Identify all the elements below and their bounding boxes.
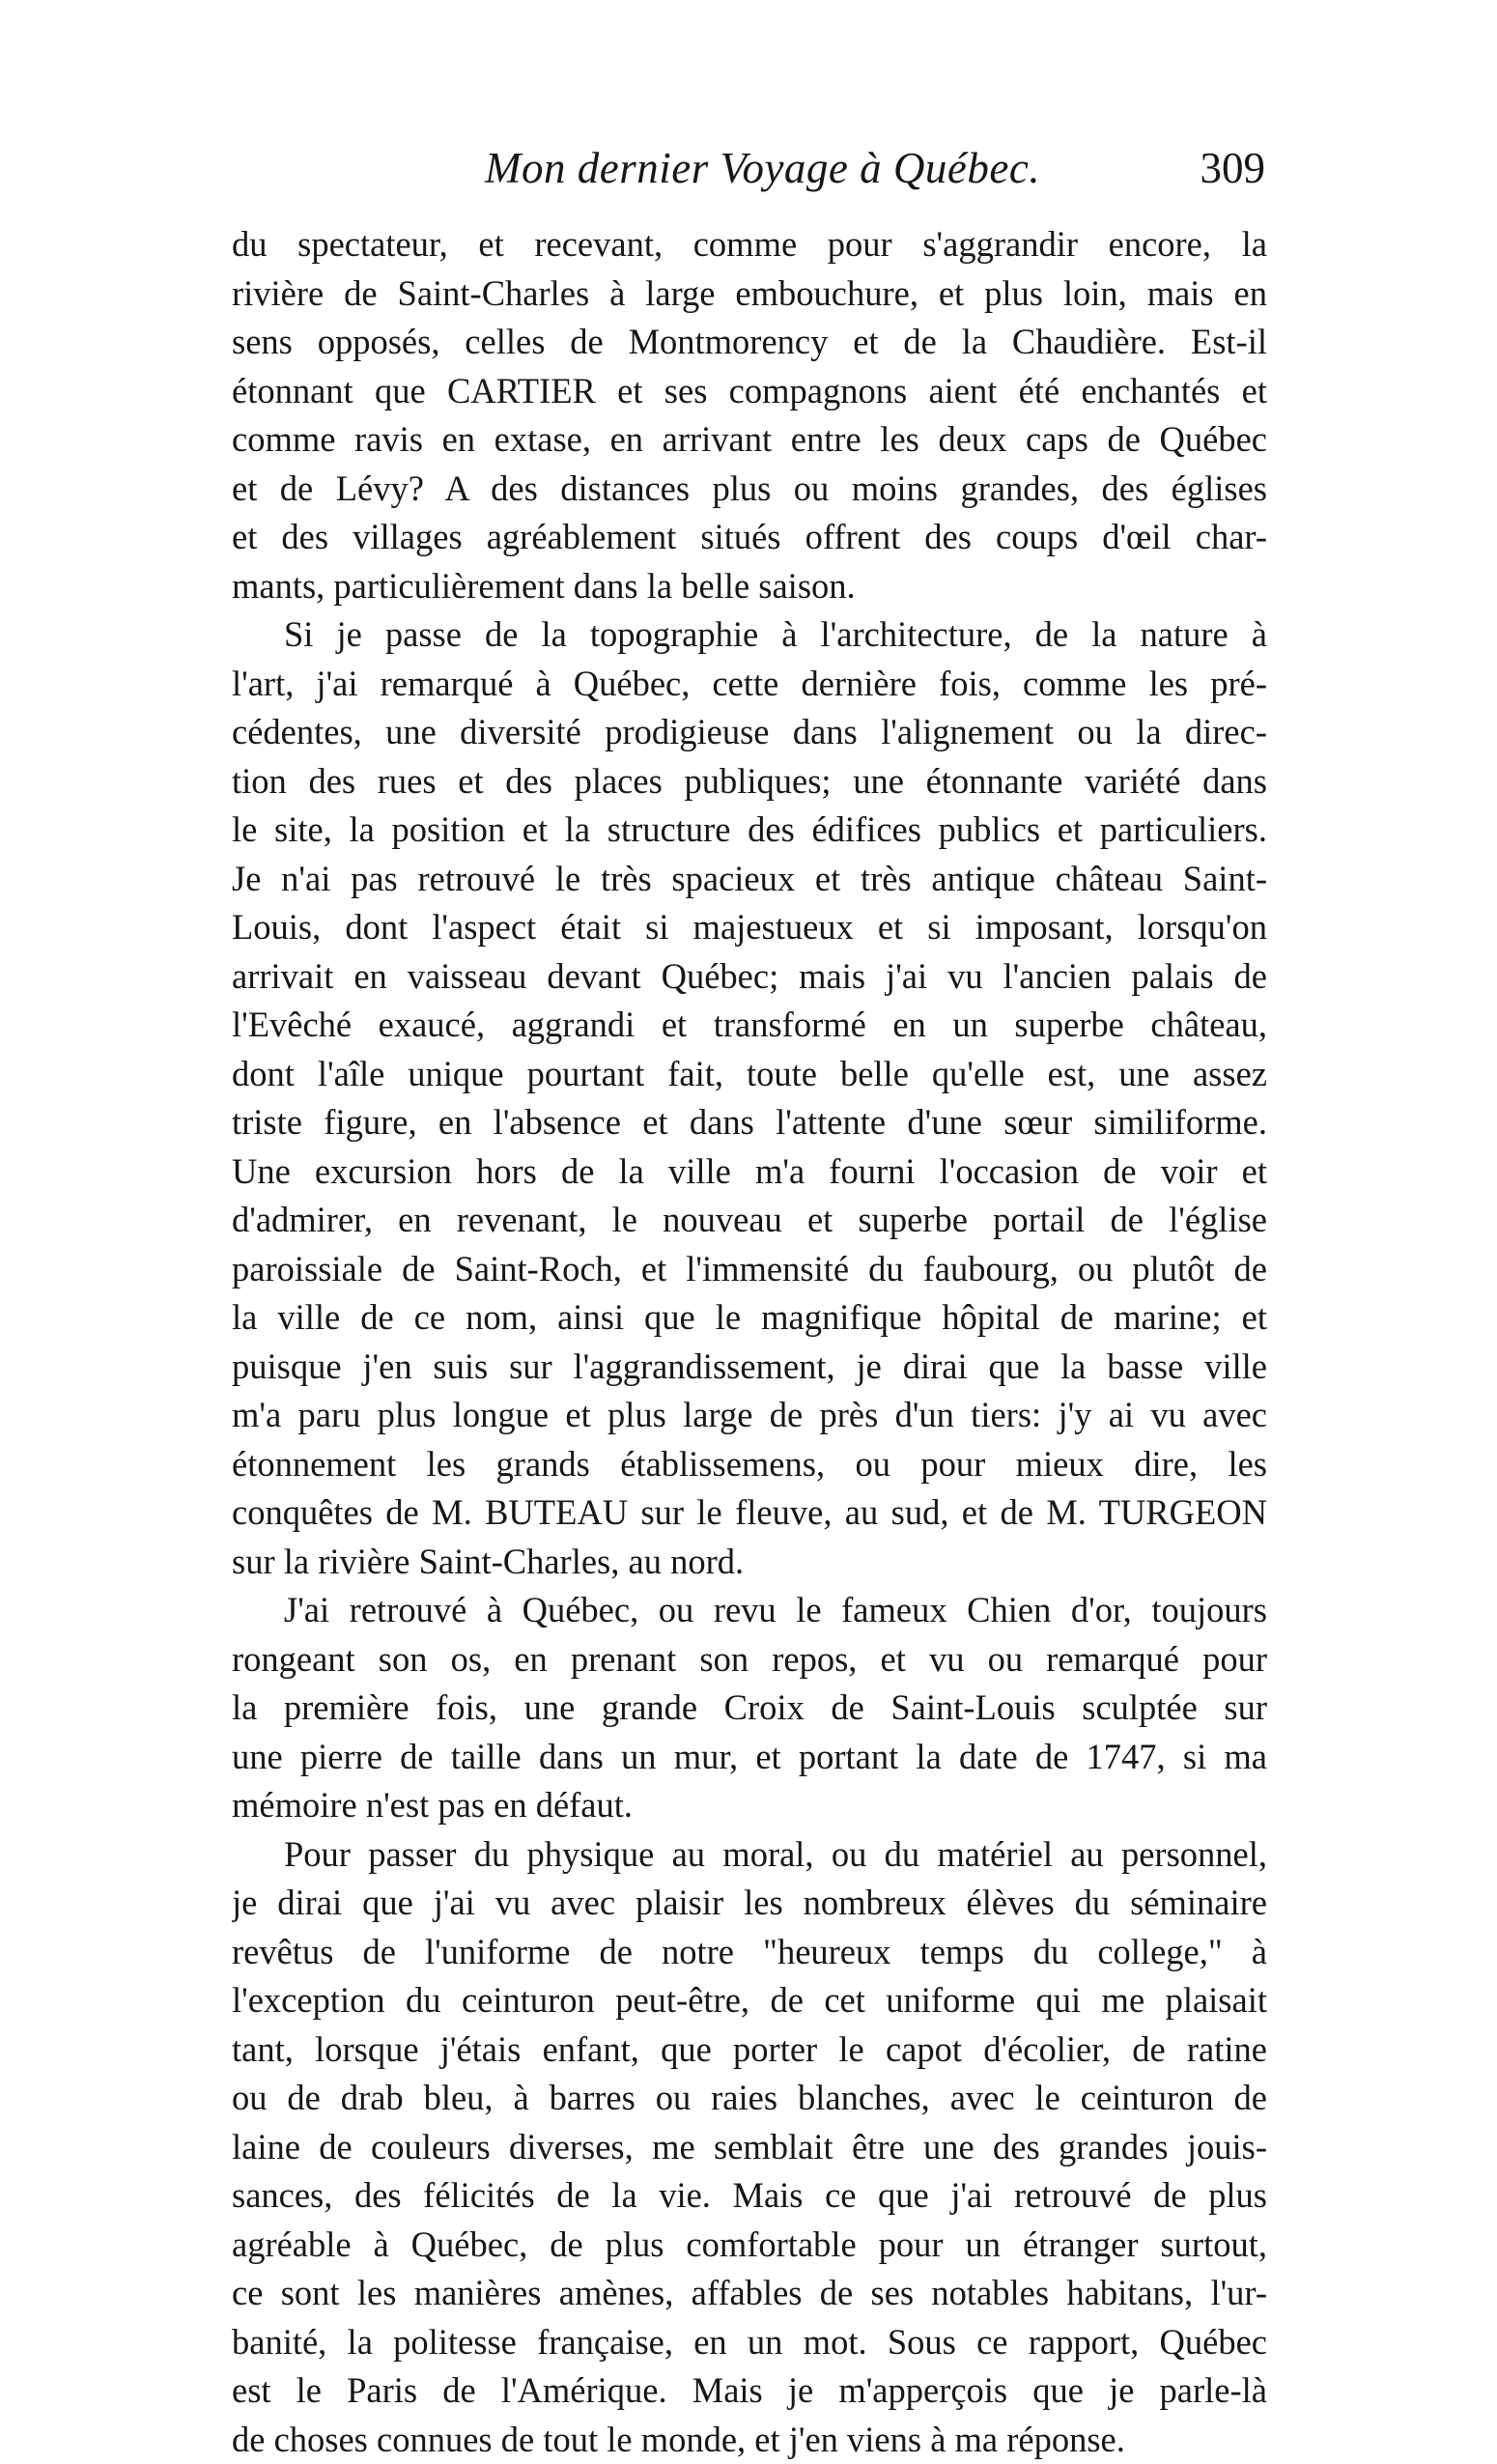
text-line: revêtus de l'uniforme de notre "heureux temps du college," à xyxy=(232,1928,1267,1977)
text-line: rivière de Saint-Charles à large embouchure, et plus loin, mais en xyxy=(232,269,1267,319)
text-line: J'ai retrouvé à Québec, ou revu le fameux Chien d'or, toujours xyxy=(232,1586,1267,1635)
text-line: de choses connues de tout le monde, et j'en viens à ma réponse. xyxy=(232,2416,1267,2464)
text-line: rongeant son os, en prenant son repos, et vu ou remarqué pour xyxy=(232,1635,1267,1685)
text-line: la ville de ce nom, ainsi que le magnifique hôpital de marine; et xyxy=(232,1293,1267,1343)
text-line: étonnant que CARTIER et ses compagnons aient été enchantés et xyxy=(232,367,1267,416)
text-line: Je n'ai pas retrouvé le très spacieux et très antique château Saint- xyxy=(232,855,1267,904)
text-line: et des villages agréablement situés offrent des coups d'œil char- xyxy=(232,513,1267,562)
text-line: m'a paru plus longue et plus large de près d'un tiers: j'y ai vu avec xyxy=(232,1391,1267,1440)
body-text xyxy=(232,220,1267,2464)
text-line: une pierre de taille dans un mur, et portant la date de 1747, si ma xyxy=(232,1733,1267,1782)
text-line: tion des rues et des places publiques; une étonnante variété dans xyxy=(232,757,1267,807)
running-title: Mon dernier Voyage à Québec. xyxy=(485,143,1040,193)
text-line: tant, lorsque j'étais enfant, que porter le capot d'écolier, de ratine xyxy=(232,2025,1267,2075)
text-line: l'exception du ceinturon peut-être, de cet uniforme qui me plaisait xyxy=(232,1976,1267,2025)
text-line: je dirai que j'ai vu avec plaisir les nombreux élèves du séminaire xyxy=(232,1879,1267,1928)
text-line: sur la rivière Saint-Charles, au nord. xyxy=(232,1538,1267,1587)
text-line: conquêtes de M. BUTEAU sur le fleuve, au sud, et de M. TURGEON xyxy=(232,1488,1267,1538)
text-line: puisque j'en suis sur l'aggrandissement, je dirai que la basse ville xyxy=(232,1343,1267,1392)
page-number: 309 xyxy=(1200,143,1266,193)
text-line: arrivait en vaisseau devant Québec; mais j'ai vu l'ancien palais de xyxy=(232,952,1267,1002)
text-line: étonnement les grands établissemens, ou pour mieux dire, les xyxy=(232,1440,1267,1489)
running-head xyxy=(232,143,1265,211)
text-line: mémoire n'est pas en défaut. xyxy=(232,1781,1267,1830)
text-line: l'Evêché exaucé, aggrandi et transformé en un superbe château, xyxy=(232,1001,1267,1050)
text-line: ce sont les manières amènes, affables de ses notables habitans, l'ur- xyxy=(232,2269,1267,2318)
text-line: sances, des félicités de la vie. Mais ce que j'ai retrouvé de plus xyxy=(232,2171,1267,2221)
text-line: banité, la politesse française, en un mot. Sous ce rapport, Québec xyxy=(232,2318,1267,2367)
text-line: sens opposés, celles de Montmorency et de la Chaudière. Est-il xyxy=(232,318,1267,367)
text-line: comme ravis en extase, en arrivant entre les deux caps de Québec xyxy=(232,415,1267,465)
text-line: paroissiale de Saint-Roch, et l'immensité du faubourg, ou plutôt de xyxy=(232,1245,1267,1294)
text-line: du spectateur, et recevant, comme pour s'aggrandir encore, la xyxy=(232,220,1267,269)
text-line: Une excursion hors de la ville m'a fourni l'occasion de voir et xyxy=(232,1147,1267,1197)
text-line: et de Lévy? A des distances plus ou moins grandes, des églises xyxy=(232,465,1267,514)
text-line: ou de drab bleu, à barres ou raies blanches, avec le ceinturon de xyxy=(232,2074,1267,2123)
text-line: la première fois, une grande Croix de Saint-Louis sculptée sur xyxy=(232,1684,1267,1733)
text-line: laine de couleurs diverses, me semblait être une des grandes jouis- xyxy=(232,2123,1267,2172)
text-line: le site, la position et la structure des édifices publics et particuliers. xyxy=(232,806,1267,855)
text-line: dont l'aîle unique pourtant fait, toute belle qu'elle est, une assez xyxy=(232,1050,1267,1099)
text-line: Pour passer du physique au moral, ou du matériel au personnel, xyxy=(232,1830,1267,1880)
text-line: l'art, j'ai remarqué à Québec, cette dernière fois, comme les pré- xyxy=(232,660,1267,709)
text-line: mants, particulièrement dans la belle saison. xyxy=(232,562,1267,611)
text-line: agréable à Québec, de plus comfortable pour un étranger surtout, xyxy=(232,2221,1267,2270)
text-line: d'admirer, en revenant, le nouveau et superbe portail de l'église xyxy=(232,1196,1267,1245)
text-line: Si je passe de la topographie à l'architecture, de la nature à xyxy=(232,610,1267,660)
text-line: Louis, dont l'aspect était si majestueux et si imposant, lorsqu'on xyxy=(232,903,1267,952)
text-line: est le Paris de l'Amérique. Mais je m'apperçois que je parle-là xyxy=(232,2366,1267,2416)
text-line: triste figure, en l'absence et dans l'attente d'une sœur similiforme. xyxy=(232,1098,1267,1147)
text-line: cédentes, une diversité prodigieuse dans l'alignement ou la direc- xyxy=(232,708,1267,757)
